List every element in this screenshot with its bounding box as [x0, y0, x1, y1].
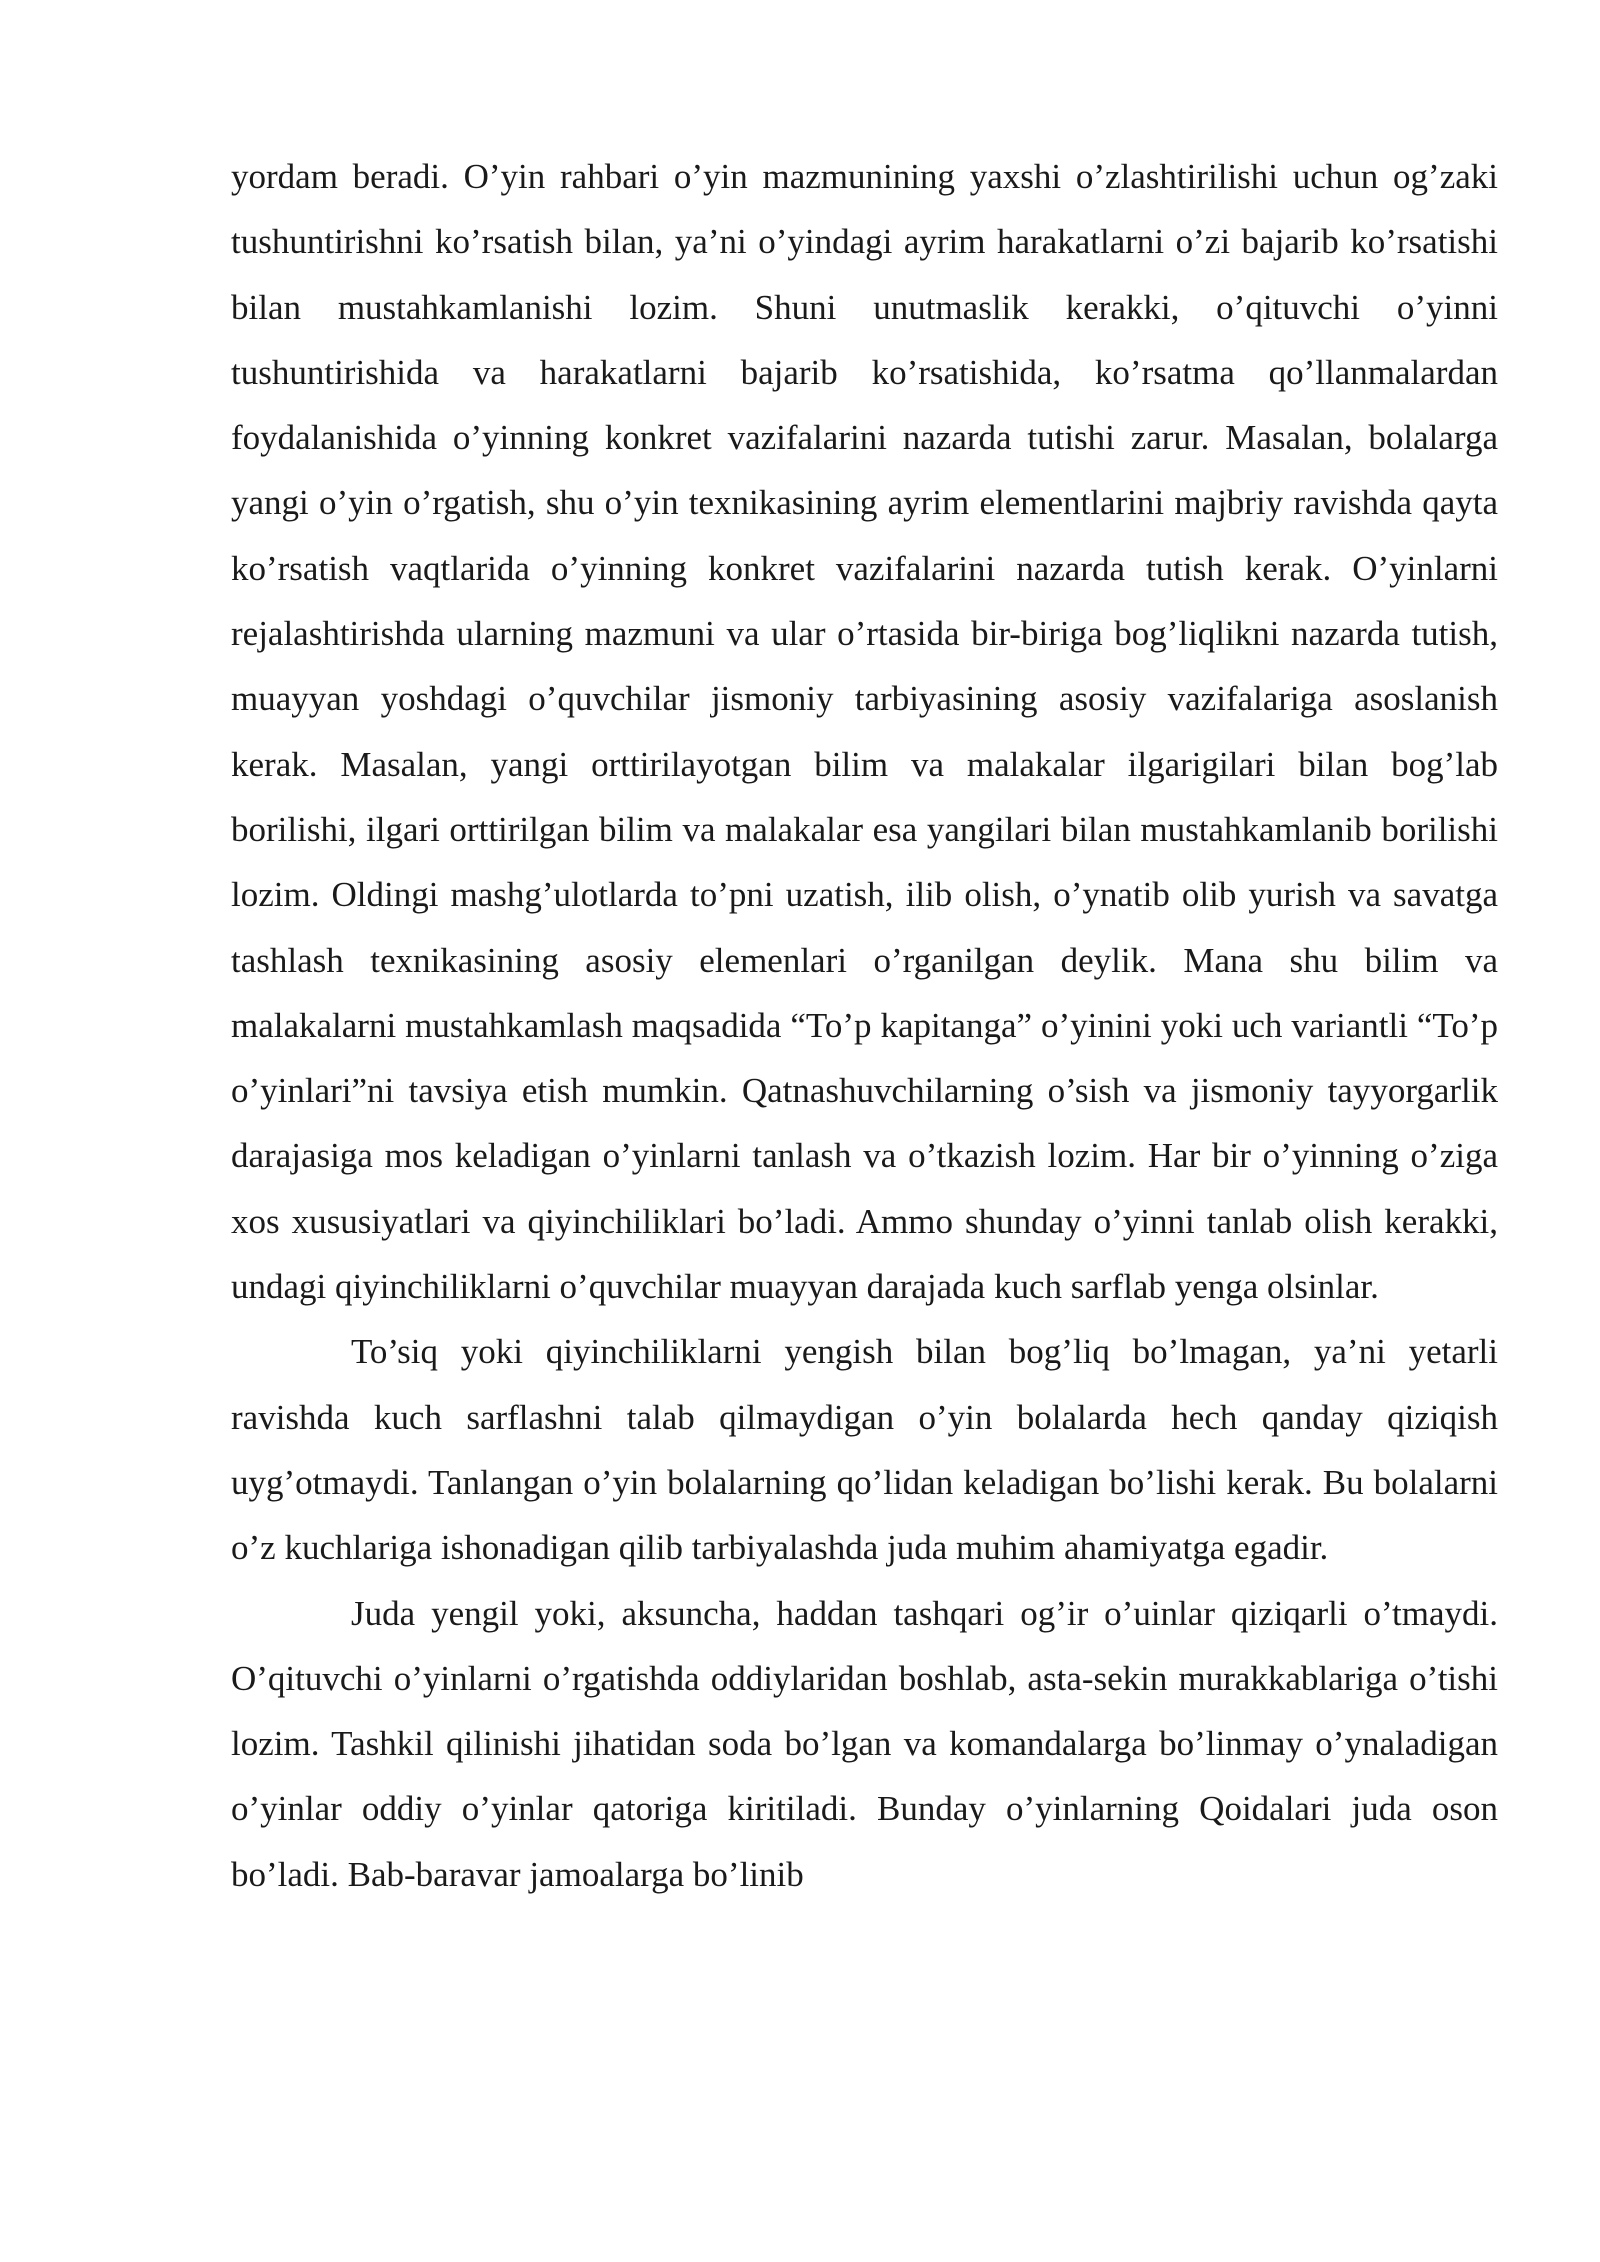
paragraph-2: To’siq yoki qiyinchiliklarni yengish bilan bog’liq bo’lmagan, ya’ni yetarli ravishda kuch sarflashni talab qilmaydigan o’yin bolalarda hech qanday qiziqish uyg’otmaydi. Tanlangan o’yin bolalarning qo’lidan keladigan bo’lishi kerak. Bu bolalarni o’z kuchlariga ishonadigan qilib tarbiyalashda juda muhim ahamiyatga egadir. — [231, 1332, 1498, 1568]
document-page — [231, 144, 1498, 1907]
paragraph-3: Juda yengil yoki, aksuncha, haddan tashqari og’ir o’uinlar qiziqarli o’tmaydi. O’qituvchi o’yinlarni o’rgatishda oddiylaridan boshlab, asta-sekin murakkablariga o’tishi lozim. Tashkil qilinishi jihatidan soda bo’lgan va komandalarga bo’linmay o’ynaladigan o’yinlar oddiy o’yinlar qatoriga kiritiladi. Bunday o’yinlarning Qoidalari juda oson bo’ladi. Bab-baravar jamoalarga bo’linib — [231, 1593, 1498, 1894]
paragraph-1: yordam beradi. O’yin rahbari o’yin mazmunining yaxshi o’zlashtirilishi uchun og’zaki tushuntirishni ko’rsatish bilan, ya’ni o’yindagi ayrim harakatlarni o’zi bajarib ko’rsatishi bilan mustahkamlanishi lozim. Shuni unutmaslik kerakki, o’qituvchi o’yinni tushuntirishida va harakatlarni bajarib ko’rsatishida, ko’rsatma qo’llanmalardan foydalanishida o’yinning konkret vazifalarini nazarda tutishi zarur. Masalan, bolalarga yangi o’yin o’rgatish, shu o’yin texnikasining ayrim elementlarini majbriy ravishda qayta ko’rsatish vaqtlarida o’yinning konkret vazifalarini nazarda tutish kerak. O’yinlarni rejalashtirishda ularning mazmuni va ular o’rtasida bir-biriga bog’liqlikni nazarda tutish, muayyan yoshdagi o’quvchilar jismoniy tarbiyasining asosiy vazifalariga asoslanish kerak. Masalan, yangi orttirilayotgan bilim va malakalar ilgarigilari bilan bog’lab borilishi, ilgari orttirilgan bilim va malakalar esa yangilari bilan mustahkamlanib borilishi lozim. Oldingi mashg’ulotlarda to’pni uzatish, ilib olish, o’ynatib olib yurish va savatga tashlash texnikasining asosiy elemenlari o’rganilgan deylik. Mana shu bilim va malakalarni mustahkamlash maqsadida “To’p kapitanga” o’yinini yoki uch variantli “To’p o’yinlari”ni tavsiya etish mumkin. Qatnashuvchilarning o’sish va jismoniy tayyorgarlik darajasiga mos keladigan o’yinlarni tanlash va o’tkazish lozim. Har bir o’yinning o’ziga xos xususiyatlari va qiyinchiliklari bo’ladi. Ammo shunday o’yinni tanlab olish kerakki, undagi qiyinchiliklarni o’quvchilar muayyan darajada kuch sarflab yenga olsinlar. — [231, 157, 1498, 1307]
